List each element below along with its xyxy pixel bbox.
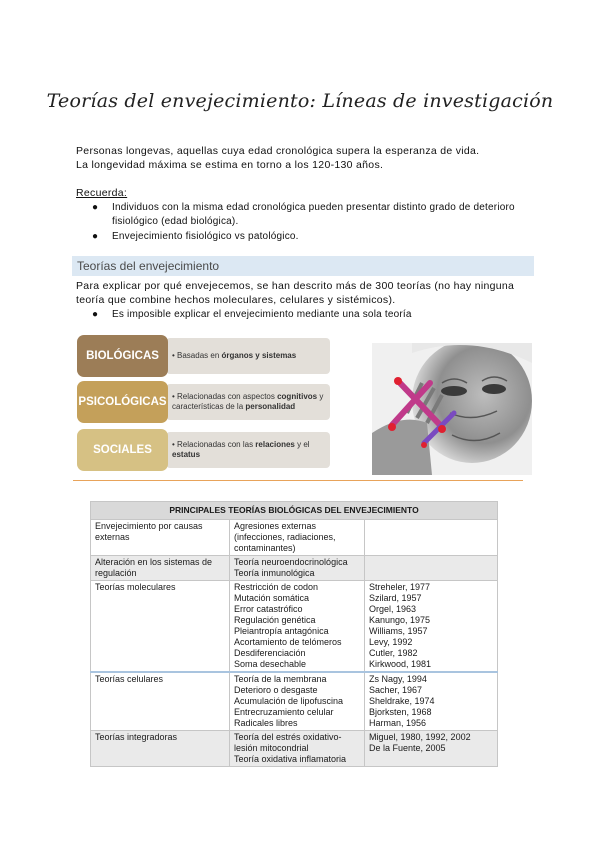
author-citation: Szilard, 1957 (369, 593, 422, 603)
theory-name: Teoría de la membrana (234, 674, 327, 684)
theory-list-cell (230, 556, 365, 581)
author-citation: Harman, 1956 (369, 718, 427, 728)
category-desc-biologicas: • Basadas en órganos y sistemas (166, 338, 330, 374)
bullet-text: Es imposible explicar el envejecimiento mediante una sola teoría (112, 309, 412, 320)
author-citation: Sheldrake, 1974 (369, 696, 435, 706)
table-row (91, 731, 498, 767)
author-citation: Levy, 1992 (369, 637, 413, 647)
list-item (92, 308, 552, 322)
theory-name: Desdiferenciación (234, 648, 306, 658)
table-row (91, 581, 498, 673)
author-list-cell (365, 520, 498, 556)
theory-name: Radicales libres (234, 718, 298, 728)
author-citation: Williams, 1957 (369, 626, 428, 636)
theory-list-cell (230, 672, 365, 731)
theory-name: Acortamiento de telómeros (234, 637, 342, 647)
theory-name: Acumulación de lipofuscina (234, 696, 344, 706)
author-list-cell (365, 581, 498, 673)
page-title: Teorías del envejecimiento: Líneas de investigación (46, 90, 554, 112)
bullet-icon: ● (92, 231, 99, 242)
table-row (91, 556, 498, 581)
theory-name: Teoría inmunológica (234, 568, 315, 578)
theory-name: Entrecruzamiento celular (234, 707, 334, 717)
theory-list-cell (230, 731, 365, 767)
theory-name: Restricción de codon (234, 582, 319, 592)
category-desc-psicologicas: • Relacionadas con aspectos cognitivos y características de la personalidad (166, 384, 330, 420)
intro-line-1: Personas longevas, aquellas cuya edad cronológica supera la esperanza de vida. (76, 145, 480, 157)
category-desc-sociales: • Relacionadas con las relaciones y el estatus (166, 432, 330, 468)
author-citation: De la Fuente, 2005 (369, 743, 446, 753)
bullet-text: Envejecimiento fisiológico vs patológico. (112, 231, 299, 242)
author-citation: Streheler, 1977 (369, 582, 431, 592)
theory-name: Deterioro o desgaste (234, 685, 318, 695)
intro-line-2: La longevidad máxima se estima en torno a los 120-130 años. (76, 159, 384, 171)
theory-name: Agresiones externas (infecciones, radiaciones, contaminantes) (234, 521, 336, 553)
category-box-psicologicas: PSICOLÓGICAS (77, 381, 168, 423)
table-title: PRINCIPALES TEORÍAS BIOLÓGICAS DEL ENVEJECIMIENTO (91, 502, 498, 520)
section-paragraph: Para explicar por qué envejecemos, se han descrito más de 300 teorías (no hay ninguna teoría que combine hechos moleculares, celulares y sistémicos). (76, 280, 515, 306)
author-citation: Miguel, 1980, 1992, 2002 (369, 732, 471, 742)
author-citation: Cutler, 1982 (369, 648, 418, 658)
theory-name: Teoría oxidativa inflamatoria (234, 754, 347, 764)
category-box-biologicas: BIOLÓGICAS (77, 335, 168, 377)
photo-illustration (372, 343, 532, 475)
author-list-cell (365, 672, 498, 731)
author-citation: Kirkwood, 1981 (369, 659, 432, 669)
theory-group-cell: Teorías celulares (91, 672, 230, 731)
bullet-icon: ● (92, 202, 99, 213)
category-box-sociales: SOCIALES (77, 429, 168, 471)
theory-name: Soma desechable (234, 659, 307, 669)
list-item (92, 201, 552, 229)
section-heading: Teorías del envejecimiento (77, 259, 220, 273)
list-item (92, 230, 552, 244)
author-citation: Zs Nagy, 1994 (369, 674, 427, 684)
theory-name: Teoría neuroendocrinológica (234, 557, 348, 567)
table-row (91, 672, 498, 731)
recuerda-label: Recuerda: (76, 187, 128, 199)
theory-name: Teoría del estrés oxidativo-lesión mitocondrial (234, 732, 342, 753)
elderly-woman-chromosome-image (372, 343, 532, 475)
author-list-cell (365, 731, 498, 767)
author-citation: Kanungo, 1975 (369, 615, 431, 625)
divider (73, 480, 523, 481)
theory-name: Pleiantropía antagónica (234, 626, 329, 636)
author-citation: Orgel, 1963 (369, 604, 417, 614)
theory-name: Error catastrófico (234, 604, 303, 614)
theory-name: Regulación genética (234, 615, 316, 625)
author-list-cell (365, 556, 498, 581)
theory-group-cell: Teorías moleculares (91, 581, 230, 673)
theory-list-cell (230, 581, 365, 673)
author-citation: Bjorksten, 1968 (369, 707, 432, 717)
theory-group-cell: Envejecimiento por causas externas (91, 520, 230, 556)
theory-list-cell (230, 520, 365, 556)
bullet-text: Individuos con la misma edad cronológica pueden presentar distinto grado de deterioro fisiológico (edad biológica). (112, 202, 515, 227)
theory-group-cell: Alteración en los sistemas de regulación (91, 556, 230, 581)
bullet-icon: ● (92, 309, 99, 320)
theory-group-cell: Teorías integradoras (91, 731, 230, 767)
theory-name: Mutación somática (234, 593, 310, 603)
table-row (91, 520, 498, 556)
author-citation: Sacher, 1967 (369, 685, 423, 695)
section-heading-band (72, 256, 534, 276)
biological-theories-table (90, 501, 498, 767)
